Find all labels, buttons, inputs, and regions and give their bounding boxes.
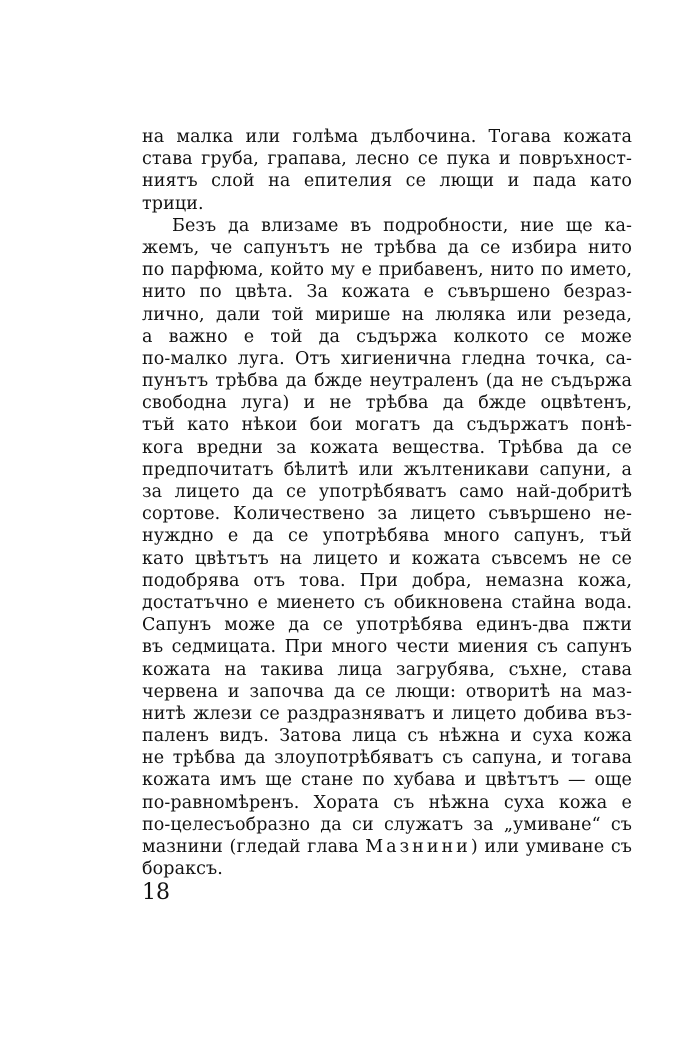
text-line: Сапунъ може да се употрѣбява единъ-два пжти — [142, 615, 632, 636]
text-fragment: мазнини (гледай глава — [142, 837, 359, 857]
text-line: нуждно е да се употрѣбява много сапунъ, тъй — [142, 526, 632, 547]
text-line: нитѣ жлези се раздразняватъ и лицето добива въз- — [142, 703, 632, 724]
text-fragment: ) или умиване съ — [470, 837, 632, 857]
text-line: сортове. Количествено за лицето съвършено не- — [142, 504, 632, 525]
text-line: лично, дали той мирише на люляка или резеда, — [142, 304, 632, 325]
text-line: кожата на такива лица загрубява, съхне, става — [142, 659, 632, 680]
emphasized-term: Мазнини — [365, 837, 471, 857]
text-line: подобрява отъ това. При добра, немазна кожа, — [142, 570, 632, 591]
body-text — [142, 126, 632, 880]
text-line: червена и започва да се лющи: отворитѣ на маз- — [142, 681, 632, 702]
text-line: по парфюма, който му е прибавенъ, нито по името, — [142, 260, 632, 281]
text-line: ниятъ слой на епителия се лющи и пада като — [142, 171, 632, 192]
page-number: 18 — [142, 880, 170, 905]
text-line: по-целесъобразно да си служатъ за „умиване“ съ — [142, 814, 632, 835]
text-line: свободна луга) и не трѣбва да бжде оцвѣтенъ, — [142, 393, 632, 414]
text-line: предпочитатъ бѣлитѣ или жълтеникави сапуни, а — [142, 459, 632, 480]
text-line: кожата имъ ще стане по хубава и цвѣтътъ — още — [142, 770, 632, 791]
text-line: като цвѣтътъ на лицето и кожата съвсемъ не се — [142, 548, 632, 569]
text-line: достатъчно е миенето съ обикновена стайна вода. — [142, 592, 632, 613]
text-line: тъй като нѣкои бои могатъ да съдържатъ понѣ- — [142, 415, 632, 436]
text-line: въ седмицата. При много чести миения съ сапунъ — [142, 637, 632, 658]
text-line — [142, 836, 632, 858]
text-line: по-равномѣренъ. Хората съ нѣжна суха кожа е — [142, 792, 632, 813]
text-line: бораксъ. — [142, 859, 223, 880]
text-line: по-малко луга. Отъ хигиенична гледна точка, са- — [142, 348, 632, 369]
paragraph-start-line: Безъ да влизаме въ подробности, ние ще ка- — [172, 215, 632, 236]
text-line: жемъ, че сапунътъ не трѣбва да се избира нито — [142, 237, 632, 258]
text-line: на малка или голѣма дълбочина. Тогава кожата — [142, 127, 632, 147]
text-line: нито по цвѣта. За кожата е съвършено безраз- — [142, 282, 632, 303]
text-line: за лицето да се употрѣбяватъ само най-добритѣ — [142, 482, 632, 502]
text-line: кога вредни за кожата вещества. Трѣбва да се — [142, 437, 632, 458]
text-line: става груба, грапава, лесно се пука и повръхност- — [142, 149, 632, 170]
text-line: пунътъ трѣбва да бжде неутраленъ (да не съдържа — [142, 371, 632, 392]
text-line: трици. — [142, 193, 204, 214]
text-line: а важно е той да съдържа колкото се може — [142, 326, 632, 347]
text-line: не трѣбва да злоупотрѣбяватъ съ сапуна, и тогава — [142, 748, 632, 769]
text-line: паленъ видъ. Затова лица съ нѣжна и суха кожа — [142, 726, 632, 747]
